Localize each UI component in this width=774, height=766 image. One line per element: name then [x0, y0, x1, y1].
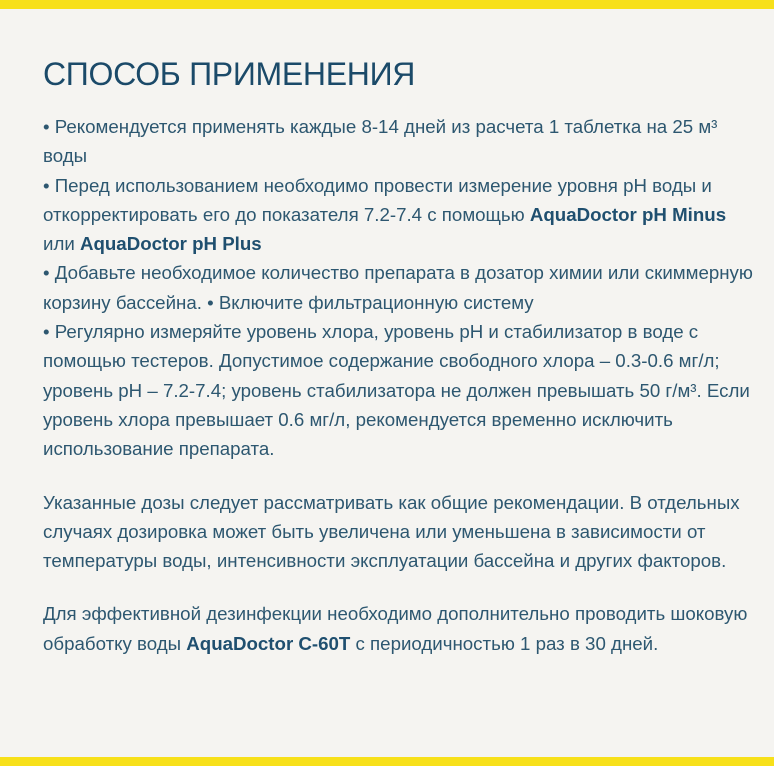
top-accent-band [0, 0, 774, 9]
bullet-ph-conjunction: или [43, 233, 80, 255]
section-title: СПОСОБ ПРИМЕНЕНИЯ [43, 56, 416, 92]
bullet-ph-text: • Перед использованием необходимо провести измерение уровня pH воды и откорректировать его до показателя 7.2-7.4 с помощью [43, 174, 712, 225]
shock-text-pre: Для эффективной дезинфекции необходимо дополнительно проводить шоковую обработку воды [43, 603, 748, 654]
dosage-note-paragraph: Указанные дозы следует рассматривать как общие рекомендации. В отдельных случаях дозировка может быть увеличена или уменьшена в зависимости от температуры воды, интенсивности эксплуатации бассейна и других факторов. [43, 491, 740, 572]
brand-ph-plus: AquaDoctor pH Plus [79, 233, 262, 255]
bullet-ph-correction [43, 171, 761, 259]
shock-text-post: с периодичностью 1 раз в 30 дней. [350, 632, 659, 654]
bottom-accent-band [0, 757, 774, 766]
instructions-content [43, 112, 761, 658]
brand-ph-minus: AquaDoctor pH Minus [529, 203, 727, 225]
brand-c60t: AquaDoctor C-60T [186, 632, 351, 654]
bullet-dosage: • Рекомендуется применять каждые 8-14 дней из расчета 1 таблетка на 25 м³ воды [43, 116, 718, 167]
paragraph-spacer [43, 575, 761, 599]
shock-treatment-paragraph [43, 599, 761, 658]
bullet-measure-levels: • Регулярно измеряйте уровень хлора, уровень pH и стабилизатор в воде с помощью тестеров. Допустимое содержание свободного хлора – 0.3-0.6 мг/л; уровень pH – 7.2-7.4; уровень стабилизатора не должен превышать 50 г/м³. Если уровень хлора превышает 0.6 мг/л, рекомендуется временно исключить использование препарата. [43, 321, 750, 460]
paragraph-spacer [43, 464, 761, 488]
bullet-add-product: • Добавьте необходимое количество препарата в дозатор химии или скиммерную корзину бассейна. • Включите фильтрационную систему [43, 262, 753, 313]
